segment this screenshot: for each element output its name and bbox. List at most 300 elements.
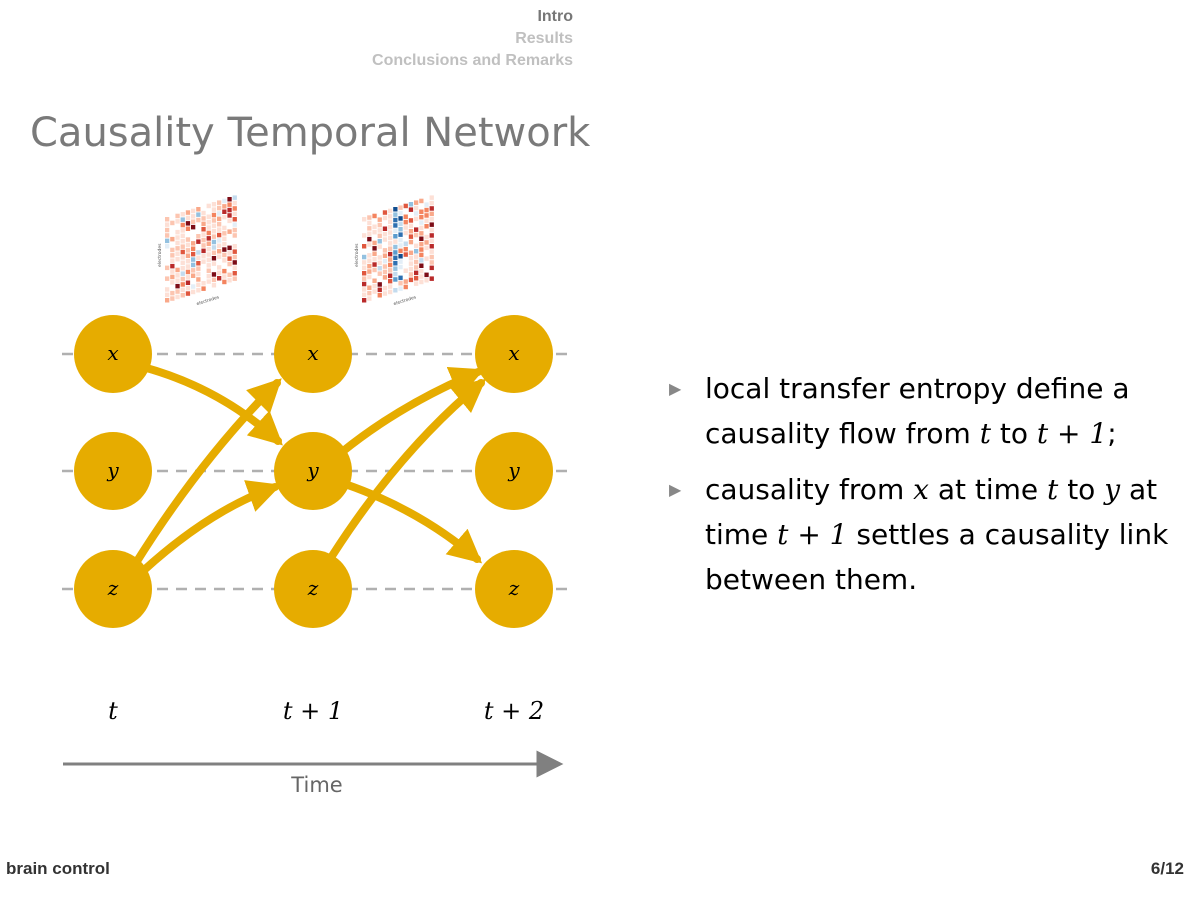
heatmap-cell: [378, 234, 382, 239]
heatmap-cell: [367, 232, 371, 237]
heatmap-cell: [170, 221, 174, 226]
heatmap-cell: [175, 252, 179, 257]
heatmap-cell: [414, 281, 418, 286]
heatmap-cell: [419, 237, 423, 242]
heatmap-cell: [404, 225, 408, 230]
heatmap-cell: [393, 261, 397, 266]
svg-text:x: x: [107, 341, 119, 365]
heatmap-cell: [383, 286, 387, 291]
heatmap-cell: [388, 241, 392, 246]
heatmap-cell: [165, 233, 169, 238]
heatmap-cell: [409, 224, 413, 229]
heatmap-cell: [409, 261, 413, 266]
bullet-triangle-icon: ▶: [669, 379, 682, 398]
footer-title: brain control: [6, 859, 110, 878]
heatmap-cell: [378, 261, 382, 266]
heatmap-cell: [383, 232, 387, 237]
heatmap-cell: [222, 237, 226, 242]
heatmap-cell: [430, 244, 434, 249]
heatmap-cell: [419, 258, 423, 263]
heatmap-cell: [217, 249, 221, 254]
heatmap-cell: [414, 200, 418, 205]
heatmap-cell: [196, 266, 200, 271]
heatmap-cell: [191, 220, 195, 225]
node-x-t2: [475, 315, 553, 393]
heatmap-cell: [409, 278, 413, 283]
heatmap-cell: [227, 246, 231, 251]
link-y-t1-to-x-t2: [342, 372, 478, 452]
heatmap-cell: [388, 290, 392, 295]
heatmap-cell: [217, 211, 221, 216]
slide-title: Causality Temporal Network: [30, 110, 591, 156]
heatmap-cell: [398, 238, 402, 243]
heatmap-cell: [430, 228, 434, 233]
heatmap-cell: [383, 259, 387, 264]
heatmap-cell: [212, 240, 216, 245]
heatmap-cell: [367, 253, 371, 258]
heatmap-cell: [212, 272, 216, 277]
heatmap-cell: [430, 233, 434, 238]
heatmap-cell: [170, 248, 174, 253]
heatmap-cell: [393, 266, 397, 271]
heatmap-cell: [212, 283, 216, 288]
heatmap-cell: [414, 260, 418, 265]
heatmap-cell: [430, 222, 434, 227]
heatmap-cell: [362, 217, 366, 222]
heatmap-cell: [388, 268, 392, 273]
heatmap-cell: [186, 291, 190, 296]
heatmap-cell: [186, 216, 190, 221]
heatmap-cell: [196, 218, 200, 223]
time-label-t2: t + 2: [483, 697, 545, 725]
heatmap-cell: [424, 202, 428, 207]
heatmap-cell: [212, 245, 216, 250]
heatmap-cell: [367, 215, 371, 220]
heatmap-cell: [430, 266, 434, 271]
heatmap-cell: [222, 280, 226, 285]
heatmap-axis-label: electrodes: [196, 295, 220, 308]
heatmap-cell: [430, 255, 434, 259]
heatmap-cell: [362, 282, 366, 287]
heatmap-cell: [372, 257, 376, 262]
heatmap-cell: [388, 225, 392, 230]
heatmap-cell: [217, 265, 221, 270]
heatmap-cell: [409, 251, 413, 256]
heatmap-cell: [409, 267, 413, 272]
heatmap-cell: [414, 271, 418, 276]
heatmap-cell: [362, 293, 366, 298]
heatmap-cell: [398, 243, 402, 248]
heatmap-cell: [414, 217, 418, 222]
heatmap-cell: [424, 208, 428, 213]
heatmap-cell: [372, 252, 376, 257]
heatmap-cell: [414, 227, 418, 232]
heatmap-cell: [383, 291, 387, 296]
heatmap-cell: [419, 247, 423, 252]
heatmap-cell: [227, 208, 231, 213]
heatmap-cell: [222, 269, 226, 274]
heatmap-cell: [222, 204, 226, 209]
heatmap-cell: [419, 220, 423, 225]
link-z-t-to-x-t1: [134, 383, 277, 566]
node-z-t1: [274, 550, 352, 628]
heatmap-cell: [212, 256, 216, 261]
heatmap-cell: [414, 249, 418, 254]
heatmap-cell: [372, 214, 376, 219]
heatmap-cell: [217, 222, 221, 227]
heatmap-cell: [191, 290, 195, 295]
time-label-t: t: [108, 697, 118, 725]
heatmap-cell: [409, 207, 413, 212]
heatmap-cell: [404, 220, 408, 225]
heatmap-cell: [362, 260, 366, 265]
heatmap-cell: [191, 247, 195, 252]
heatmap-cell: [181, 255, 185, 260]
heatmap-axis-label: electrodes: [393, 295, 417, 308]
heatmap-cell: [388, 257, 392, 262]
heatmap-cell: [372, 230, 376, 235]
heatmap-cell: [430, 239, 434, 244]
heatmap-cell: [186, 210, 190, 215]
heatmap-cell: [170, 280, 174, 285]
heatmap-cell: [367, 226, 371, 231]
heatmap-cell: [414, 244, 418, 249]
heatmap-cell: [367, 275, 371, 280]
heatmap-cell: [212, 278, 216, 283]
heatmap-cell: [186, 227, 190, 232]
page-number: 6/12: [1150, 859, 1184, 878]
heatmap-cell: [181, 266, 185, 271]
heatmap-cell: [201, 281, 205, 286]
svg-text:z: z: [508, 576, 520, 600]
heatmap-cell: [383, 264, 387, 269]
heatmap-cell: [430, 260, 434, 265]
heatmap-cell: [424, 235, 428, 240]
time-axis-label: Time: [291, 773, 343, 797]
heatmap-cell: [430, 212, 434, 217]
svg-text:x: x: [508, 341, 520, 365]
heatmap-cell: [233, 195, 237, 200]
heatmap-cell: [424, 256, 428, 261]
heatmap-cell: [170, 291, 174, 296]
heatmap-cell: [383, 227, 387, 232]
heatmap-cell: [398, 286, 402, 291]
heatmap-cell: [222, 215, 226, 220]
heatmap-cell: [175, 284, 179, 289]
heatmap-cell: [409, 234, 413, 239]
heatmap-cell: [233, 201, 237, 206]
heatmap-cell: [175, 257, 179, 262]
heatmap-cell: [181, 277, 185, 282]
heatmap-cell: [362, 298, 366, 303]
node-z-t2: [475, 550, 553, 628]
heatmap-cell: [383, 248, 387, 253]
heatmap-cell: [430, 206, 434, 211]
heatmap-cell: [419, 210, 423, 215]
heatmap-cell: [409, 202, 413, 207]
heatmap-cell: [393, 245, 397, 250]
heatmap-cell: [367, 259, 371, 264]
heatmap-cell: [430, 276, 434, 281]
heatmap-cell: [201, 227, 205, 232]
heatmap-cell: [378, 271, 382, 276]
heatmap-cell: [207, 258, 211, 263]
heatmap-cell: [217, 200, 221, 205]
heatmap-cell: [175, 268, 179, 273]
heatmap-cell: [419, 269, 423, 274]
heatmap-cell: [196, 250, 200, 255]
svg-text:y: y: [307, 458, 319, 482]
heatmap-cell: [398, 222, 402, 227]
heatmap-cell: [419, 280, 423, 285]
heatmap-cell: [398, 276, 402, 281]
heatmap-cell: [191, 268, 195, 273]
nav-item-conclusions[interactable]: Conclusions and Remarks: [372, 52, 573, 69]
heatmap-cell: [186, 270, 190, 275]
heatmap-cell: [212, 261, 216, 266]
heatmap-cell: [404, 204, 408, 209]
heatmap-cell: [201, 222, 205, 227]
heatmap-cell: [367, 237, 371, 242]
heatmap-cell: [207, 231, 211, 236]
heatmap-cell: [388, 236, 392, 241]
heatmap-cell: [196, 261, 200, 266]
heatmap-cell: [181, 239, 185, 244]
node-y-t1: [274, 432, 352, 510]
heatmap-cell: [362, 244, 366, 249]
heatmap-cell: [409, 272, 413, 277]
heatmap-cell: [398, 211, 402, 216]
heatmap-cell: [196, 239, 200, 244]
heatmap-cell: [393, 223, 397, 228]
heatmap-cell: [207, 252, 211, 256]
heatmap-axis-label: electrodes: [355, 243, 360, 267]
heatmap-cell: [362, 266, 366, 271]
heatmap-cell: [362, 287, 366, 292]
heatmap-cell: [388, 252, 392, 257]
heatmap-cell: [186, 243, 190, 248]
heatmap-cell: [233, 266, 237, 271]
heatmap-cell: [388, 247, 392, 252]
heatmap-cell: [217, 271, 221, 276]
heatmap-cell: [222, 231, 226, 236]
heatmap-cell: [165, 287, 169, 292]
heatmap-cell: [227, 251, 231, 256]
time-label-t1: t + 1: [282, 697, 344, 725]
heatmap-cell: [233, 244, 237, 249]
heatmap-cell: [233, 276, 237, 281]
heatmap-cell: [181, 261, 185, 266]
heatmap-cell: [372, 279, 376, 284]
nav-item-intro[interactable]: Intro: [537, 8, 573, 25]
heatmap-cell: [191, 214, 195, 219]
heatmap-cell: [196, 277, 200, 282]
heatmap-cell: [404, 269, 408, 274]
bullet-item-1: ▶ local transfer entropy define a causality flow from t to t + 1;: [665, 366, 1185, 456]
heatmap-cell: [383, 210, 387, 215]
heatmap-cell: [212, 218, 216, 223]
heatmap-cell: [378, 288, 382, 293]
heatmap-cell: [181, 244, 185, 249]
heatmap-cell: [414, 206, 418, 211]
heatmap-cell: [398, 265, 402, 270]
heatmap-cell: [201, 216, 205, 221]
heatmap-cell: [424, 273, 428, 278]
heatmap-axis-label: electrodes: [158, 243, 163, 267]
heatmap-cell: [212, 229, 216, 234]
heatmap-cell: [430, 217, 434, 222]
heatmap-cell: [414, 265, 418, 270]
heatmap-cell: [175, 214, 179, 219]
heatmap-cell: [409, 218, 413, 223]
heatmap-cell: [388, 209, 392, 214]
heatmap-cell: [212, 224, 216, 229]
heatmap-cell: [409, 240, 413, 245]
heatmap-cell: [207, 274, 211, 279]
heatmap-cell: [404, 247, 408, 252]
heatmap-cell: [175, 295, 179, 300]
heatmap-cell: [201, 254, 205, 259]
heatmap-cell: [419, 242, 423, 247]
heatmap-cell: [233, 206, 237, 211]
heatmap-cell: [398, 232, 402, 237]
heatmap-cell: [398, 254, 402, 259]
heatmap-cell: [165, 293, 169, 298]
heatmap-cell: [170, 296, 174, 301]
heatmap-cell: [175, 230, 179, 235]
heatmap-cell: [170, 253, 174, 258]
heatmap-cell: [367, 269, 371, 274]
heatmap-cell: [217, 254, 221, 259]
heatmap-cell: [165, 217, 169, 222]
heatmap-cell: [212, 234, 216, 239]
heatmap-cell: [393, 212, 397, 217]
nav-item-results[interactable]: Results: [515, 30, 573, 47]
heatmap-cell: [181, 271, 185, 276]
heatmap-cell: [186, 275, 190, 280]
heatmap-cell: [398, 227, 402, 232]
heatmap-cell: [383, 237, 387, 242]
heatmap-cell: [393, 234, 397, 239]
link-z-t-to-y-t1: [143, 487, 275, 571]
heatmap-cell: [181, 282, 185, 287]
heatmap-cell: [372, 246, 376, 251]
heatmap-cell: [191, 252, 195, 257]
heatmap-cell: [233, 249, 237, 254]
heatmap-cell: [419, 274, 423, 279]
heatmap-cell: [378, 293, 382, 298]
heatmap-cell: [378, 266, 382, 271]
heatmap-cell: [186, 281, 190, 286]
svg-text:z: z: [107, 576, 119, 600]
node-x-t: [74, 315, 152, 393]
heatmap-cell: [393, 207, 397, 212]
heatmap-cell: [175, 235, 179, 240]
heatmap-cell: [191, 274, 195, 279]
heatmap-cell: [191, 209, 195, 214]
heatmap-cell: [414, 254, 418, 259]
heatmap-cell: [227, 273, 231, 278]
heatmap-cell: [217, 244, 221, 249]
node-y-t: [74, 432, 152, 510]
heatmap-cell: [227, 202, 231, 207]
heatmap-cell: [201, 249, 205, 254]
heatmap-cell: [201, 232, 205, 237]
heatmap-cell: [170, 269, 174, 274]
heatmap-cell: [378, 217, 382, 222]
heatmap-cell: [378, 255, 382, 260]
heatmap-cell: [186, 221, 190, 226]
heatmap-cell: [362, 255, 366, 259]
heatmap-cell: [181, 217, 185, 222]
heatmap-cell: [212, 207, 216, 212]
heatmap-cell: [424, 278, 428, 283]
heatmap-cell: [367, 291, 371, 296]
heatmap-cell: [398, 249, 402, 254]
heatmap-cell: [175, 273, 179, 278]
heatmap-cell: [424, 213, 428, 218]
heatmap-cell: [186, 254, 190, 259]
heatmap-cell: [191, 263, 195, 268]
heatmap-cell: [222, 247, 226, 252]
heatmap-cell: [388, 279, 392, 284]
heatmap-cell: [181, 234, 185, 239]
heatmap-cell: [170, 259, 174, 264]
heatmap-cell: [367, 242, 371, 247]
heatmap-cell: [207, 204, 211, 209]
heatmap-cell: [404, 252, 408, 256]
heatmap-cell: [393, 272, 397, 277]
heatmap-cell: [201, 243, 205, 248]
heatmap-cell: [207, 215, 211, 220]
heatmap-cell: [186, 286, 190, 291]
heatmap-cell: [233, 260, 237, 265]
heatmap-cell: [181, 228, 185, 233]
heatmap-cell: [186, 237, 190, 242]
heatmap-cell: [404, 242, 408, 247]
heatmap-cell: [175, 279, 179, 284]
heatmap-cell: [191, 284, 195, 289]
heatmap-cell: [393, 229, 397, 234]
causality-network-diagram: [0, 0, 640, 820]
heatmap-cell: [201, 211, 205, 216]
heatmap-cell: [388, 220, 392, 225]
heatmap-cell: [414, 211, 418, 216]
heatmap-cell: [227, 262, 231, 267]
heatmap-cell: [393, 250, 397, 255]
heatmap-cell: [170, 275, 174, 280]
heatmap-cell: [201, 286, 205, 291]
heatmap-cell: [217, 227, 221, 232]
heatmap-cell: [186, 264, 190, 269]
heatmap-cell: [181, 250, 185, 255]
heatmap-cell: [404, 231, 408, 236]
heatmap-cell: [424, 240, 428, 245]
heatmap-cell: [222, 210, 226, 215]
heatmap-cell: [388, 284, 392, 289]
heatmap-cell: [222, 253, 226, 258]
heatmap-cell: [383, 275, 387, 280]
heatmap-cell: [378, 239, 382, 244]
heatmap-cell: [372, 241, 376, 246]
heatmap-cell: [430, 195, 434, 200]
heatmap-cell: [227, 197, 231, 202]
heatmap-cell: [367, 264, 371, 269]
heatmap-cell: [362, 271, 366, 276]
heatmap-cell: [393, 288, 397, 293]
heatmap-cell: [233, 233, 237, 238]
heatmap-cell: [165, 222, 169, 227]
